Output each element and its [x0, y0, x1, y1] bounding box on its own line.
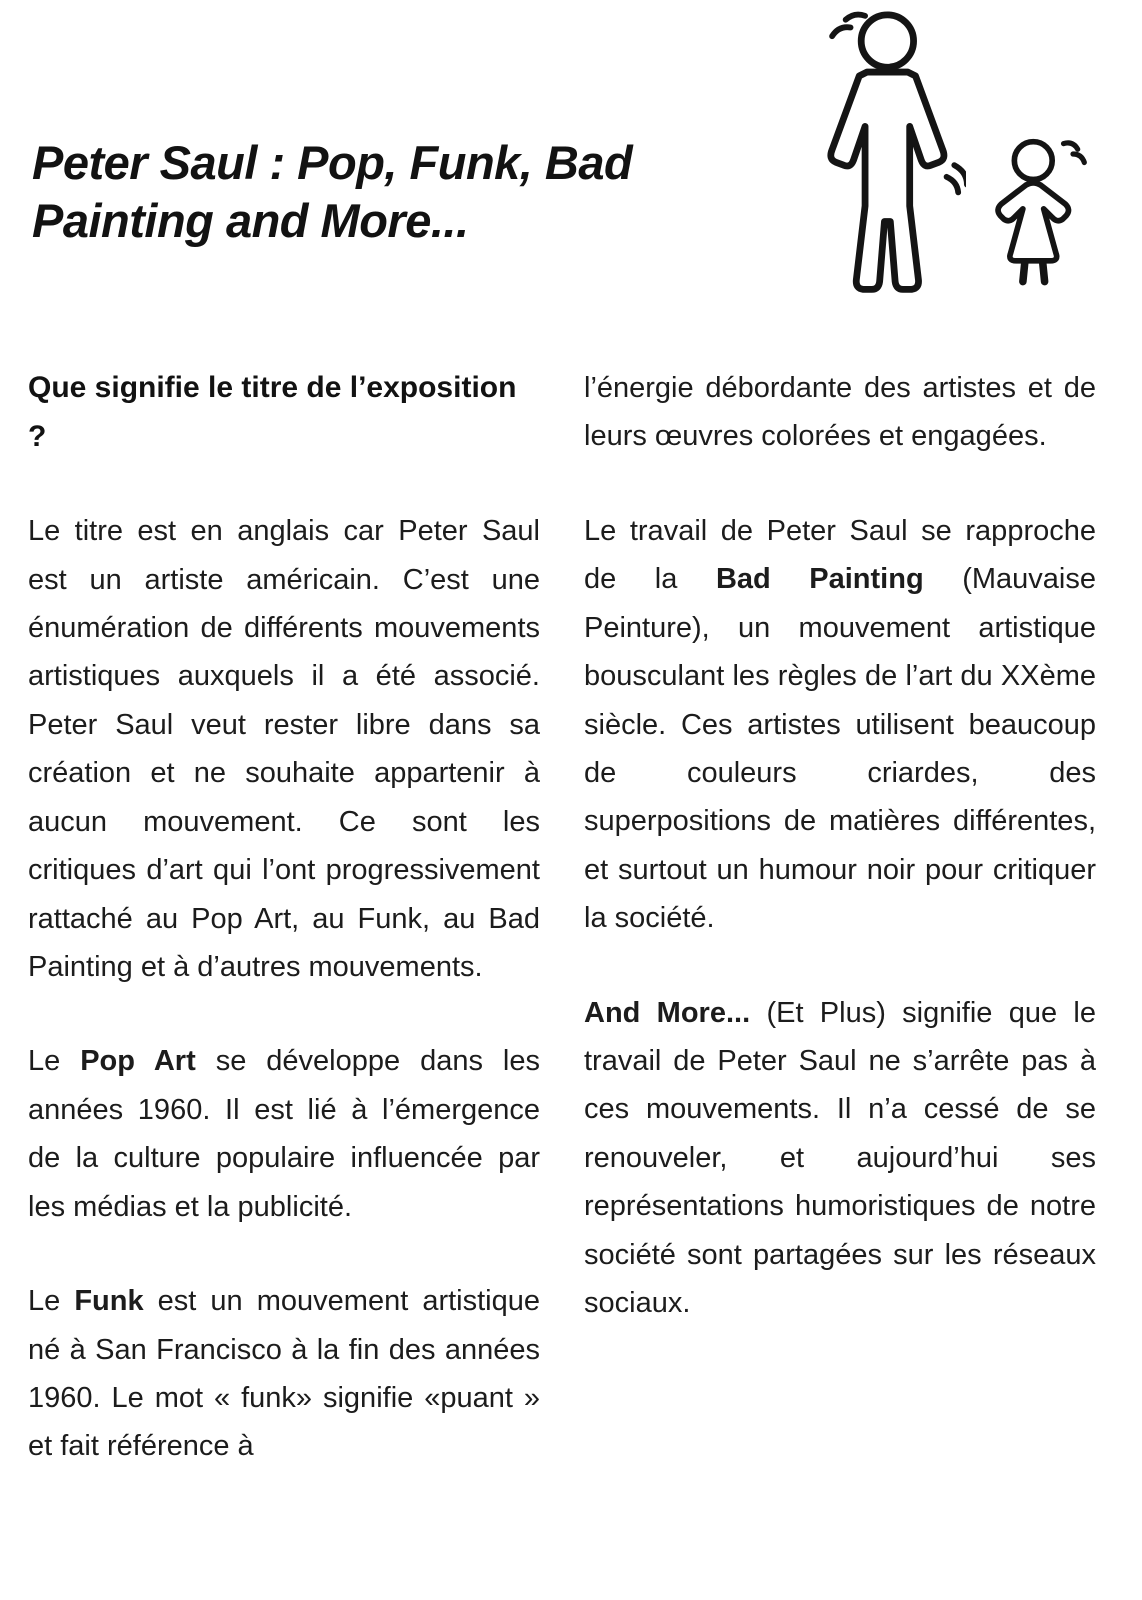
- paragraph-title-explanation: Le titre est en anglais car Peter Saul est un artiste américain. C’est une énumération de différents mouvements artistiques auxquels il a été associé. Peter Saul veut rester libre dans sa création et ne souhaite appartenir à aucun mouvement. Ce sont les critiques d’art qui l’ont progressivement rattaché au Pop Art, au Funk, au Bad Painting et à d’autres mouvements.: [28, 515, 540, 983]
- article-body: [28, 364, 1096, 1471]
- right-column: [584, 364, 1096, 1471]
- child-figure-icon: [986, 134, 1090, 295]
- child-figure-wrapper: [986, 134, 1090, 295]
- paragraph-bad-painting: Le travail de Peter Saul se rapproche de la Bad Painting (Mauvaise Peinture), un mouvement artistique bousculant les règles de l’art du XXème siècle. Ces artistes utilisent beaucoup de couleurs criardes, des superpositions de matières différentes, et surtout un humour noir pour critiquer la société.: [584, 514, 1096, 935]
- paragraph-and-more: And More... (Et Plus) signifie que le travail de Peter Saul ne s’arrête pas à ces mouvements. Il n’a cessé de se renouveler, et aujourd’hui ses représentations humoristiques de notre société sont partagées sur les réseaux sociaux.: [584, 996, 1096, 1320]
- adult-figure-icon: [801, 10, 966, 301]
- left-column: [28, 364, 540, 1471]
- page-header: [28, 0, 1096, 352]
- paragraph-energy-continuation: l’énergie débordante des artistes et de leurs œuvres colorées et engagées.: [584, 372, 1096, 453]
- paragraph-pop-art: Le Pop Art se développe dans les années 1960. Il est lié à l’émergence de la culture populaire influencée par les médias et la publicité.: [28, 1045, 541, 1223]
- adult-and-child-figures-illustration: [801, 10, 1090, 301]
- section-heading: Que signifie le titre de l’exposition ?: [28, 371, 517, 453]
- page-title: Peter Saul : Pop, Funk, Bad Painting and More...: [32, 136, 633, 248]
- paragraph-funk: Le Funk est un mouvement artistique né à San Francisco à la fin des années 1960. Le mot « funk» signifie «puant » et fait référence à: [28, 1285, 540, 1463]
